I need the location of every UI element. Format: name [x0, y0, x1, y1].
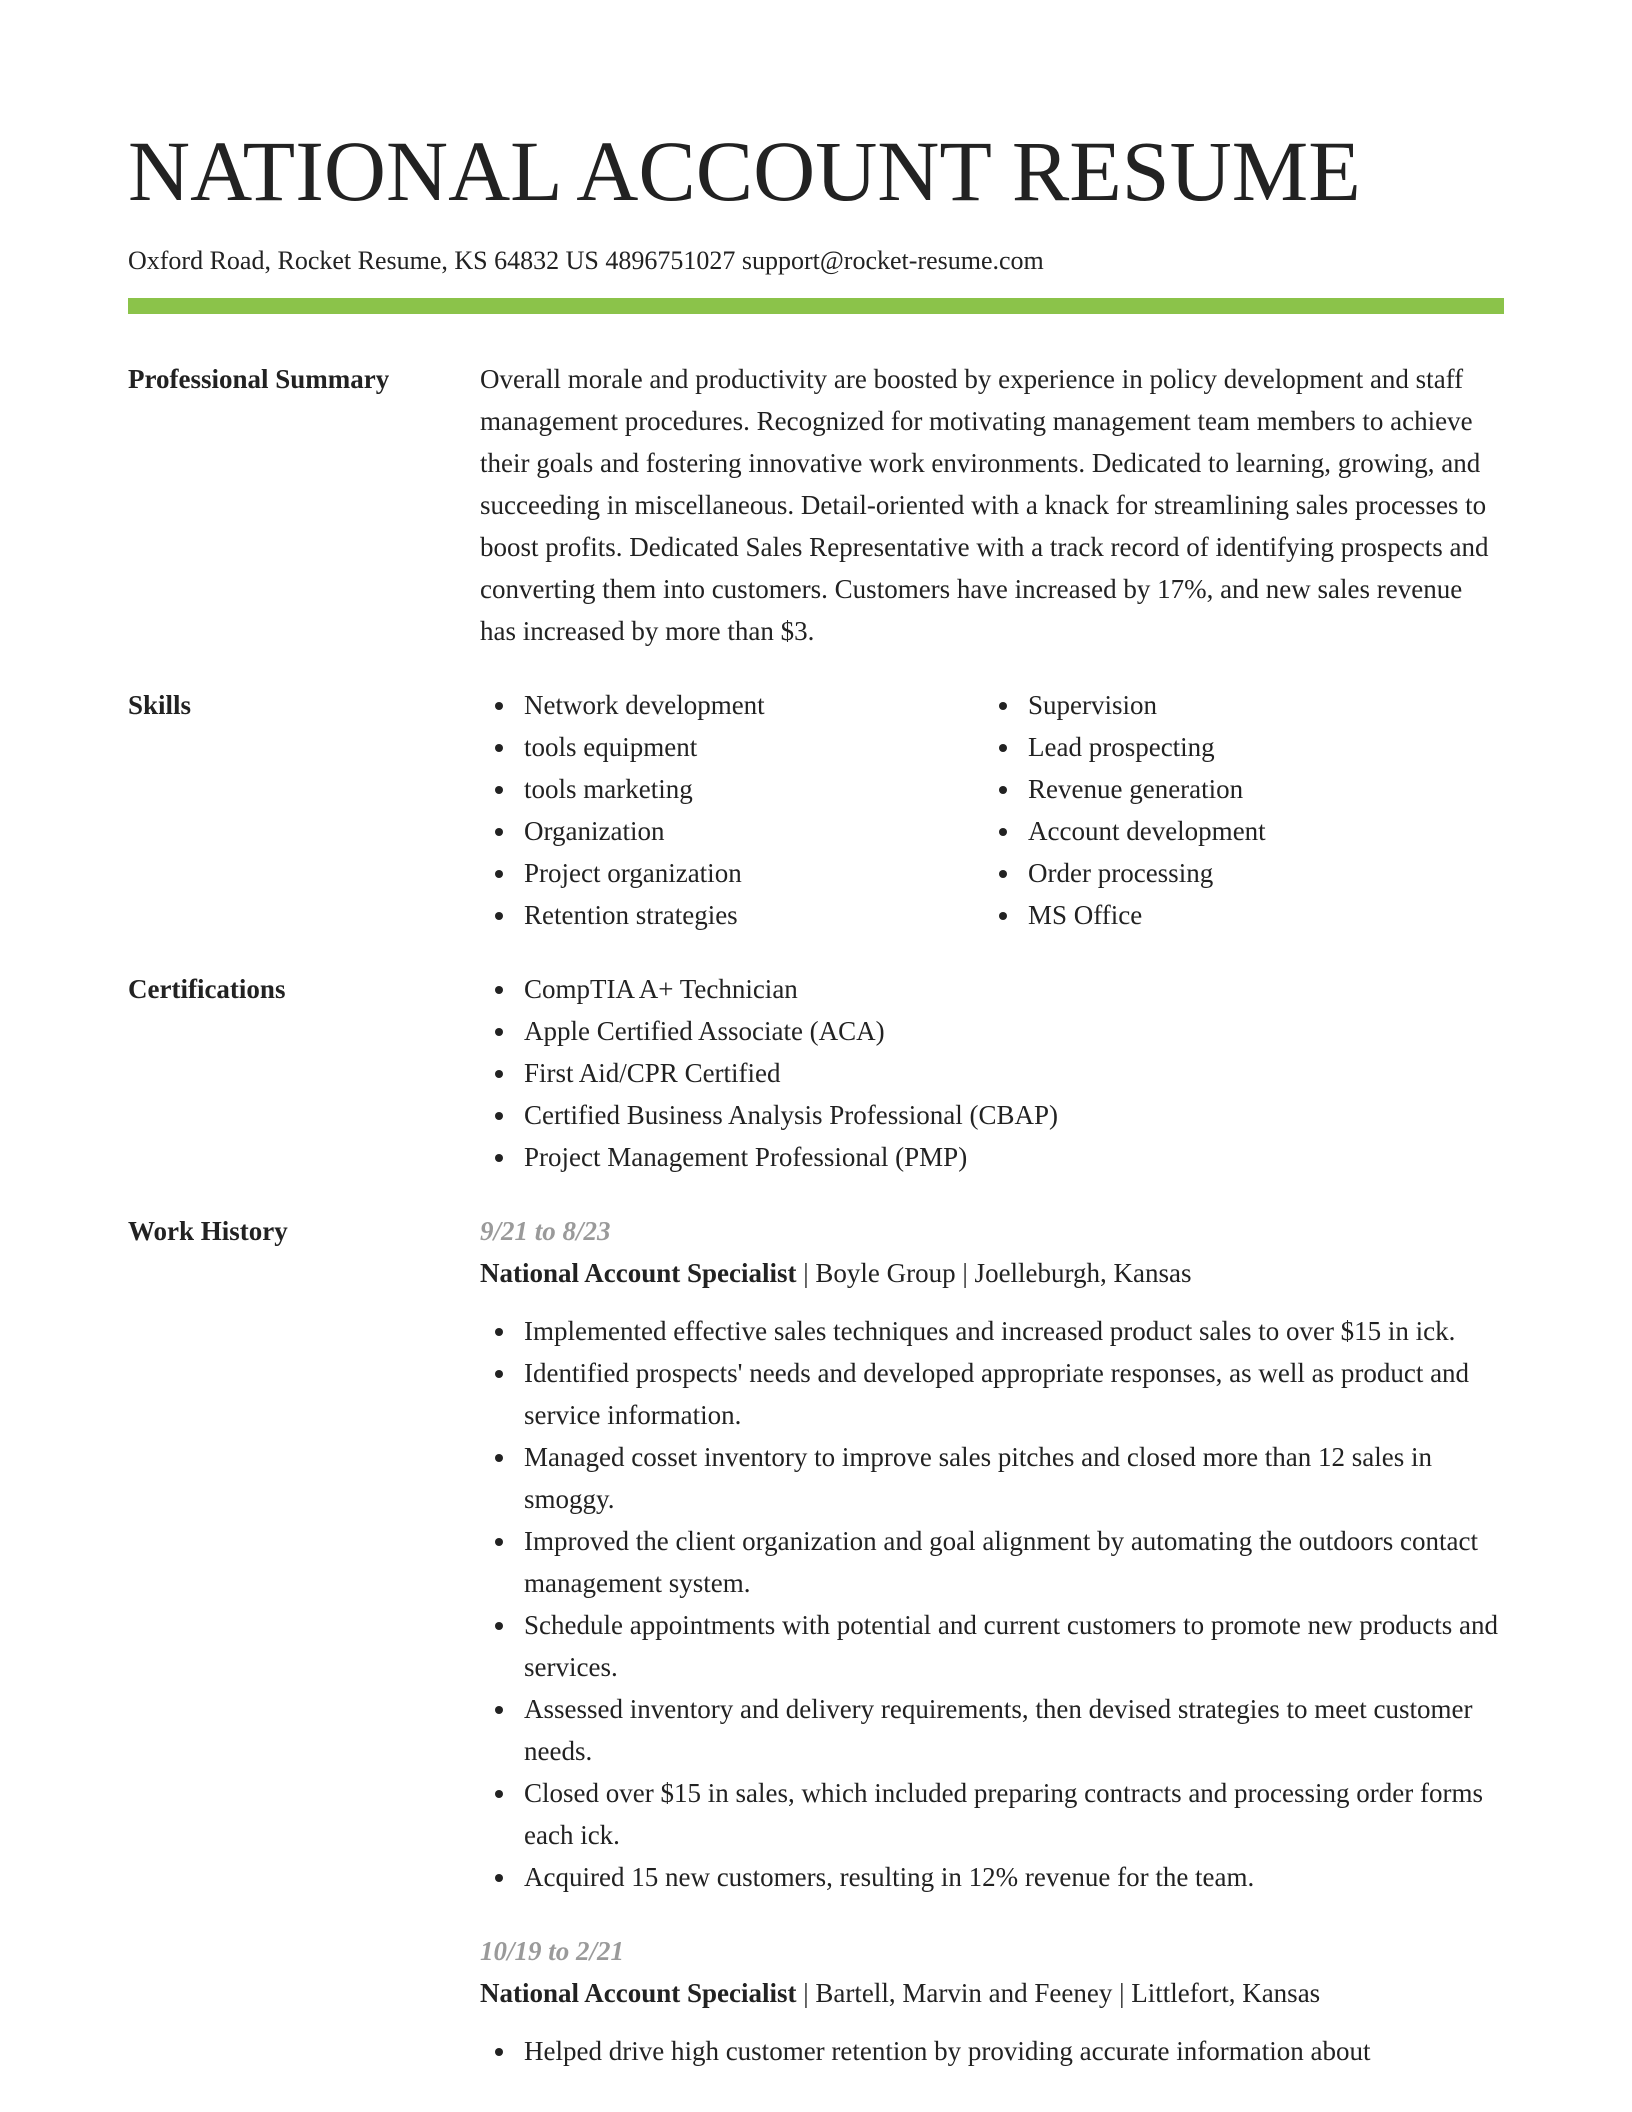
summary-text: Overall morale and productivity are boosted by experience in policy development and staff management procedures. Recognized for motivating management team members to achieve their goals and fostering innovative work environments. Dedicated to learning, growing, and succeeding in miscellaneous. Detail-oriented with a knack for streamlining sales processes to boost profits. Dedicated Sales Representative with a track record of identifying prospects and converting them into customers. Customers have increased by 17%, and new sales revenue has increased by more than $3. — [480, 364, 1489, 646]
job-title: National Account Specialist — [480, 1978, 797, 2008]
skill-item: Network development — [480, 684, 984, 726]
page-title: NATIONAL ACCOUNT RESUME — [128, 123, 1361, 219]
job-bullet: Implemented effective sales techniques and increased product sales to over $15 in ick. — [480, 1310, 1504, 1352]
work-history-section — [128, 1210, 1504, 2104]
certifications-section — [128, 968, 1504, 1178]
job-bullet: Managed cosset inventory to improve sales pitches and closed more than 12 sales in smoggy. — [480, 1436, 1504, 1520]
job-bullet: Helped drive high customer retention by providing accurate information about — [480, 2030, 1504, 2072]
job-entry — [480, 1930, 1504, 2072]
job-title: National Account Specialist — [480, 1258, 797, 1288]
job-heading — [480, 1252, 1504, 1294]
job-bullet: Acquired 15 new customers, resulting in 12% revenue for the team. — [480, 1856, 1504, 1898]
skills-section — [128, 684, 1504, 936]
certification-item: First Aid/CPR Certified — [480, 1052, 1504, 1094]
job-bullet: Closed over $15 in sales, which included preparing contracts and processing order forms each ick. — [480, 1772, 1504, 1856]
skill-item: Lead prospecting — [984, 726, 1488, 768]
skill-item: tools marketing — [480, 768, 984, 810]
job-bullet: Assessed inventory and delivery requirements, then devised strategies to meet customer needs. — [480, 1688, 1504, 1772]
job-bullet: Schedule appointments with potential and current customers to promote new products and services. — [480, 1604, 1504, 1688]
skill-item: Supervision — [984, 684, 1488, 726]
certification-item: Certified Business Analysis Professional (CBAP) — [480, 1094, 1504, 1136]
accent-divider — [128, 298, 1504, 314]
job-bullets — [480, 1310, 1504, 1898]
skill-item: Project organization — [480, 852, 984, 894]
resume-page — [128, 120, 1504, 2104]
job-details: | Boyle Group | Joelleburgh, Kansas — [796, 1258, 1192, 1288]
skills-list-left — [480, 684, 984, 936]
certifications-list — [480, 968, 1504, 1178]
contact-line: Oxford Road, Rocket Resume, KS 64832 US 4896751027 support@rocket-resume.com — [128, 246, 1044, 275]
job-bullet: Improved the client organization and goal alignment by automating the outdoors contact management system. — [480, 1520, 1504, 1604]
job-bullet: Identified prospects' needs and developed appropriate responses, as well as product and service information. — [480, 1352, 1504, 1436]
skill-item: Account development — [984, 810, 1488, 852]
skills-list-right — [984, 684, 1488, 936]
job-dates: 10/19 to 2/21 — [480, 1936, 625, 1966]
job-bullets — [480, 2030, 1504, 2072]
work-history-label: Work History — [128, 1216, 288, 1246]
certification-item: Project Management Professional (PMP) — [480, 1136, 1504, 1178]
certification-item: CompTIA A+ Technician — [480, 968, 1504, 1010]
job-entry — [480, 1210, 1504, 1898]
skill-item: Revenue generation — [984, 768, 1488, 810]
skills-columns — [480, 684, 1504, 936]
skills-label: Skills — [128, 690, 192, 720]
summary-section — [128, 358, 1504, 652]
skill-item: MS Office — [984, 894, 1488, 936]
skill-item: Organization — [480, 810, 984, 852]
skill-item: Order processing — [984, 852, 1488, 894]
job-heading — [480, 1972, 1504, 2014]
job-dates: 9/21 to 8/23 — [480, 1216, 611, 1246]
skill-item: tools equipment — [480, 726, 984, 768]
certifications-label: Certifications — [128, 974, 286, 1004]
skill-item: Retention strategies — [480, 894, 984, 936]
work-history-body — [480, 1210, 1504, 2104]
job-details: | Bartell, Marvin and Feeney | Littlefort, Kansas — [796, 1978, 1321, 2008]
certifications-body — [480, 968, 1504, 1178]
summary-label: Professional Summary — [128, 364, 390, 394]
certification-item: Apple Certified Associate (ACA) — [480, 1010, 1504, 1052]
